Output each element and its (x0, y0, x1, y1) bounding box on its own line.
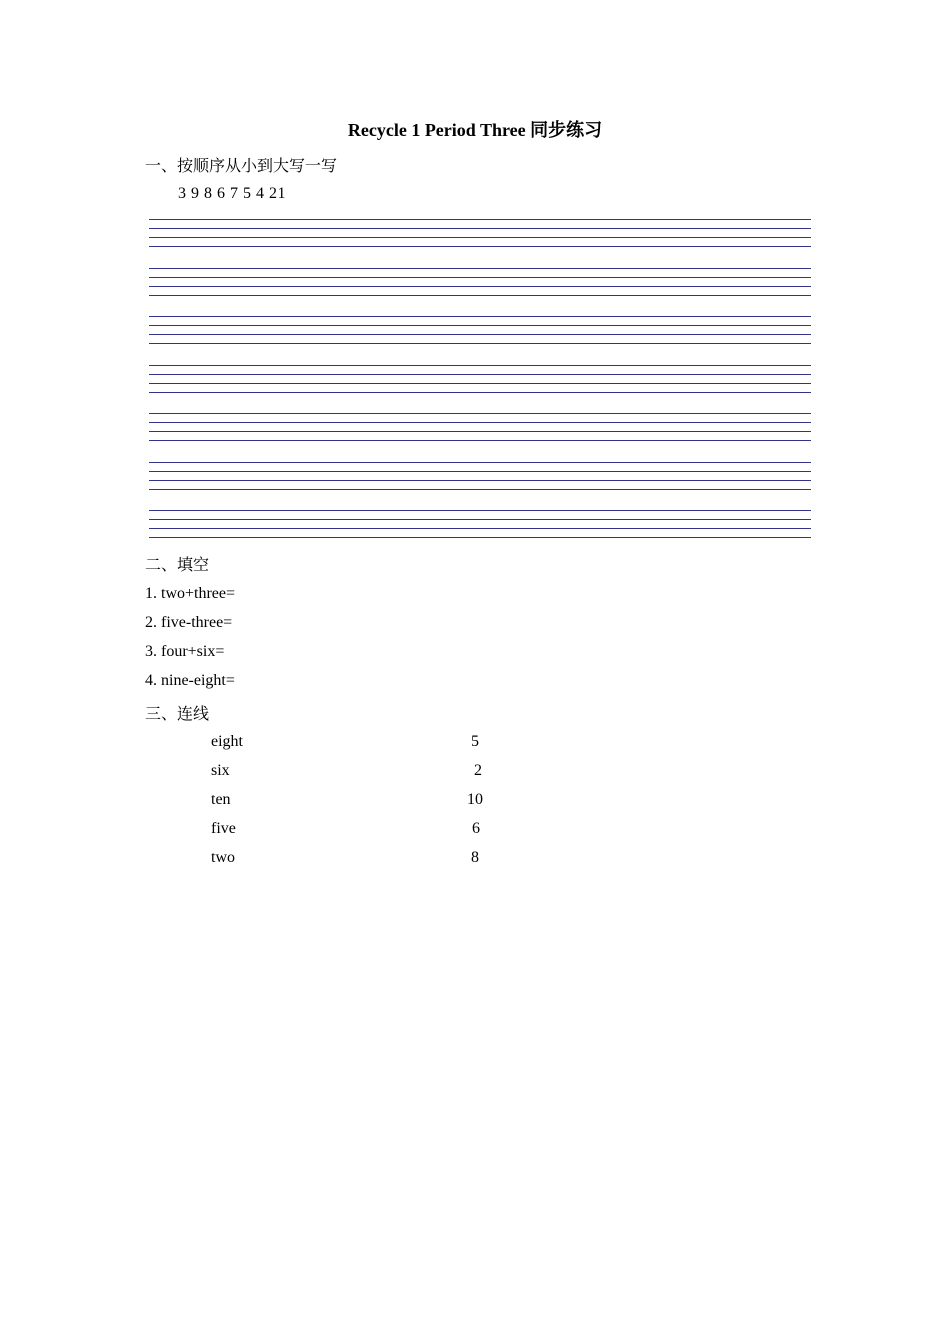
match-word: two (211, 849, 235, 866)
fill-blank-item: 3. four+six= (145, 643, 225, 660)
match-word: eight (211, 733, 243, 750)
match-word: five (211, 820, 236, 837)
writing-lines-area[interactable] (149, 216, 811, 556)
writing-line-row[interactable] (149, 410, 811, 459)
match-number: 6 (472, 820, 480, 837)
section1-heading: 一、按顺序从小到大写一写 (145, 158, 338, 175)
writing-line-row[interactable] (149, 216, 811, 265)
section3-heading: 三、连线 (145, 706, 210, 723)
fill-blank-item: 2. five-three= (145, 614, 233, 631)
match-number: 2 (474, 762, 482, 779)
fill-blank-item: 1. two+three= (145, 585, 236, 602)
match-word: ten (211, 791, 231, 808)
writing-line-row[interactable] (149, 459, 811, 508)
fill-blank-item: 4. nine-eight= (145, 672, 235, 689)
writing-line-row[interactable] (149, 362, 811, 411)
writing-line-row[interactable] (149, 313, 811, 362)
number-sequence: 3 9 8 6 7 5 4 21 (178, 185, 286, 202)
match-number: 8 (471, 849, 479, 866)
match-number: 10 (467, 791, 483, 808)
writing-line-row[interactable] (149, 265, 811, 314)
section2-heading: 二、填空 (145, 557, 210, 574)
match-word: six (211, 762, 230, 779)
writing-line-row[interactable] (149, 507, 811, 556)
match-number: 5 (471, 733, 479, 750)
page-title: Recycle 1 Period Three 同步练习 (347, 120, 603, 140)
